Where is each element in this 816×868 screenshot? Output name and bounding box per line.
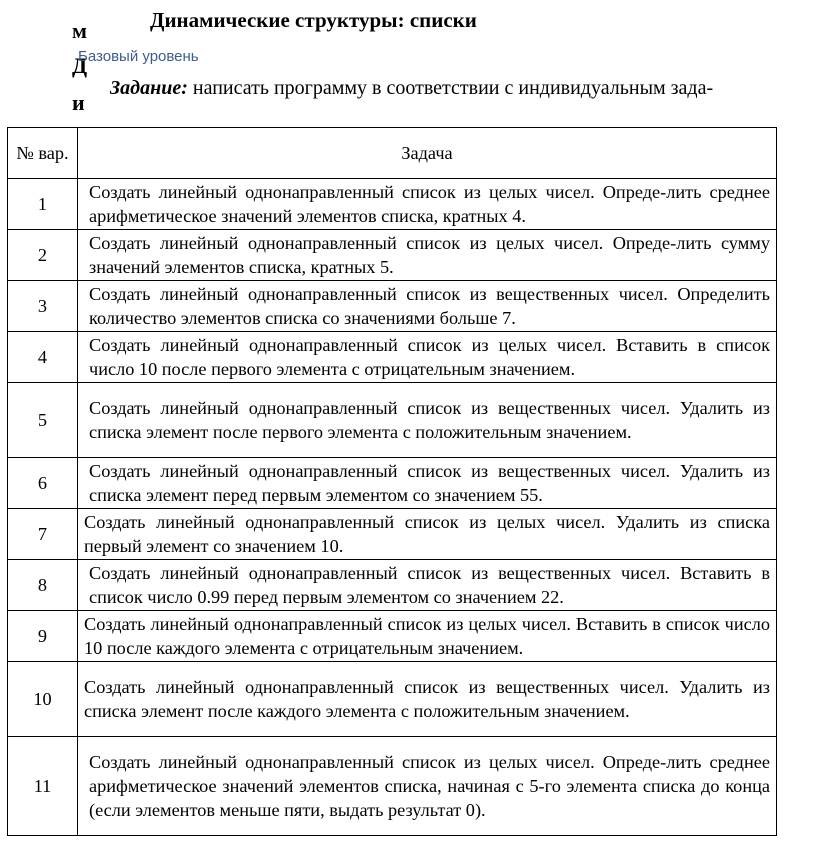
task-description: Создать линейный однонаправленный список из вещественных чисел. Удалить из списка элемент после каждого элемента с положительным значением.	[78, 662, 777, 737]
task-description: Создать линейный однонаправленный список из вещественных чисел. Вставить в список число 0.99 перед первым элементом со значением 22.	[78, 560, 777, 611]
variant-number: 4	[8, 332, 78, 383]
side-letter-i: и	[72, 90, 85, 115]
table-row	[8, 611, 777, 662]
variant-number: 11	[8, 737, 78, 836]
tasks-table	[7, 127, 777, 836]
header-number: № вар.	[8, 128, 78, 179]
variant-number: 8	[8, 560, 78, 611]
task-description: Создать линейный однонаправленный список из целых чисел. Опреде-лить сумму значений элементов списка, кратных 5.	[78, 230, 777, 281]
task-description: Создать линейный однонаправленный список из вещественных чисел. Удалить из списка элемент после первого элемента с положительным значением.	[78, 383, 777, 458]
table-row	[8, 662, 777, 737]
table-row	[8, 383, 777, 458]
variant-number: 5	[8, 383, 78, 458]
task-description: Создать линейный однонаправленный список из целых чисел. Вставить в список число 10 после каждого элемента с отрицательным значением.	[78, 611, 777, 662]
task-description: Создать линейный однонаправленный список из целых чисел. Удалить из списка первый элемент со значением 10.	[78, 509, 777, 560]
task-description: Создать линейный однонаправленный список из целых чисел. Вставить в список число 10 после первого элемента с отрицательным значением.	[78, 332, 777, 383]
variant-number: 9	[8, 611, 78, 662]
task-text: написать программу в соответствии с индивидуальным зада-	[192, 77, 714, 99]
side-letter-d: Д	[72, 53, 88, 78]
variant-number: 2	[8, 230, 78, 281]
task-description: Создать линейный однонаправленный список из целых чисел. Опреде-лить среднее арифметическое значений элементов списка, начиная с 5-го элемента списка до конца (если элементов меньше пяти, выдать результат 0).	[78, 737, 777, 836]
table-row	[8, 281, 777, 332]
variant-number: 3	[8, 281, 78, 332]
variant-number: 10	[8, 662, 78, 737]
table-row	[8, 560, 777, 611]
task-label: Задание:	[110, 77, 188, 99]
side-letter-m: м	[72, 18, 87, 43]
header-task: Задача	[78, 128, 777, 179]
table-header-row	[8, 128, 777, 179]
task-paragraph	[110, 76, 790, 101]
table-row	[8, 509, 777, 560]
task-description: Создать линейный однонаправленный список из вещественных чисел. Удалить из списка элемент перед первым элементом со значением 55.	[78, 458, 777, 509]
variant-number: 1	[8, 179, 78, 230]
table-row	[8, 458, 777, 509]
level-label: Базовый уровень	[78, 48, 199, 65]
table-row	[8, 737, 777, 836]
table-row	[8, 332, 777, 383]
table-row	[8, 230, 777, 281]
table-row	[8, 179, 777, 230]
task-description: Создать линейный однонаправленный список из вещественных чисел. Определить количество элементов списка со значениями больше 7.	[78, 281, 777, 332]
page-title: Динамические структуры: списки	[150, 8, 477, 32]
variant-number: 6	[8, 458, 78, 509]
task-description: Создать линейный однонаправленный список из целых чисел. Опреде-лить среднее арифметическое значений элементов списка, кратных 4.	[78, 179, 777, 230]
variant-number: 7	[8, 509, 78, 560]
